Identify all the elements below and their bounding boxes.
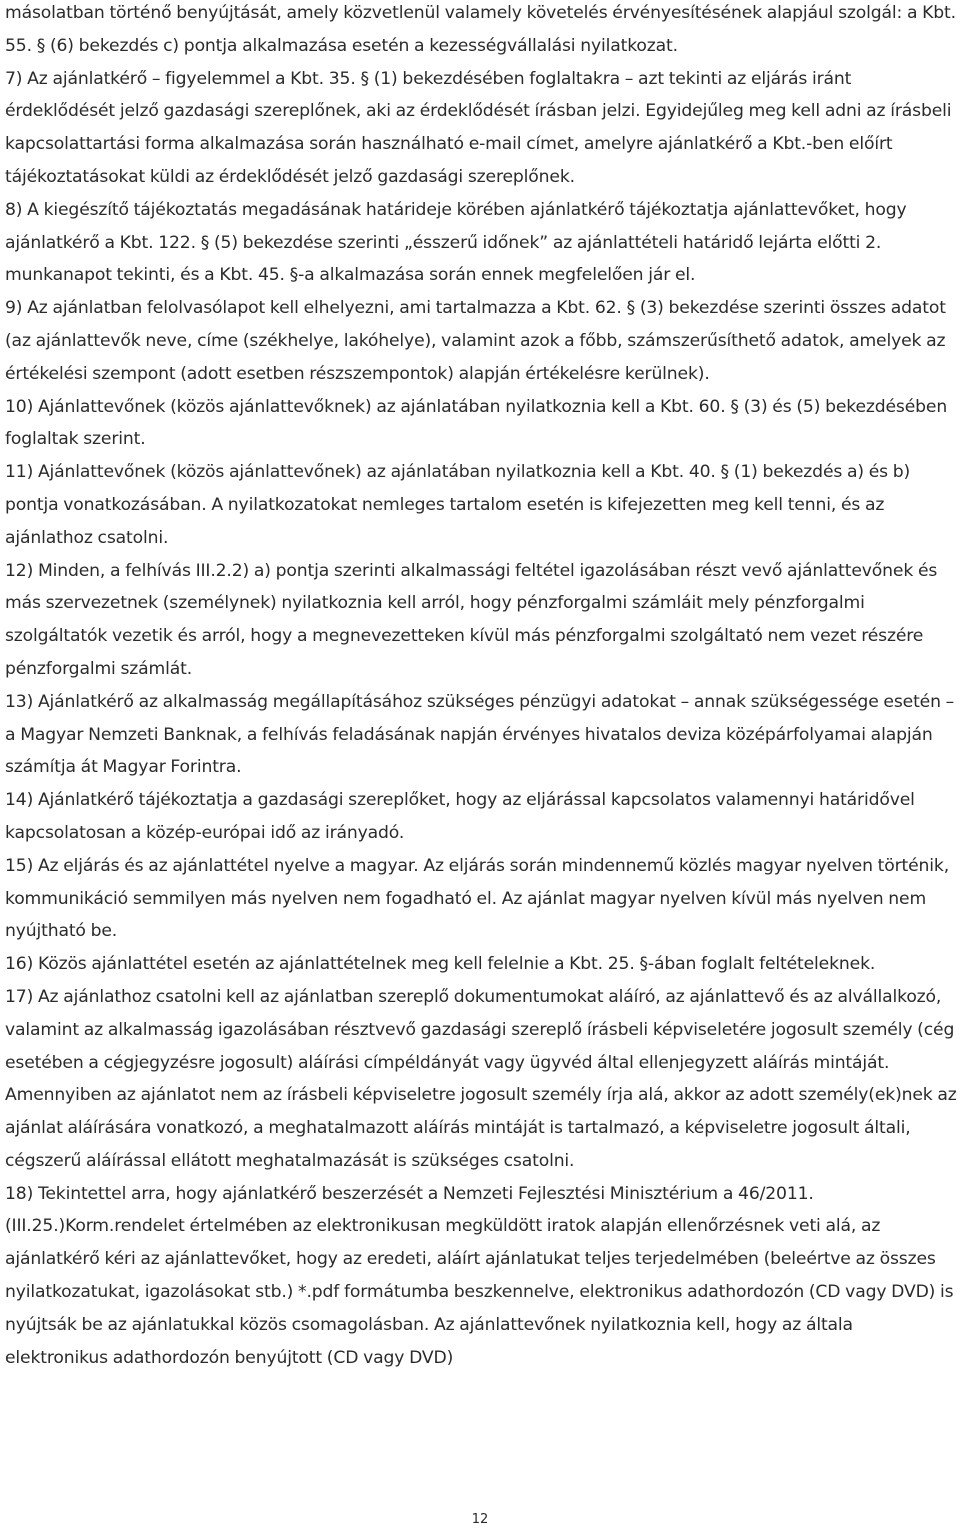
paragraph-item-11: 11) Ajánlattevőnek (közös ajánlattevőnek) az ajánlatában nyilatkoznia kell a Kbt. 40. § (1) bekezdés a) és b) pontja vonatkozásában. A nyilatkozatokat nemleges tartalom esetén is kifejezetten meg kell tenni, és az ajánlathoz csatolni. bbox=[5, 462, 911, 548]
paragraph-continuation: másolatban történő benyújtását, amely közvetlenül valamely követelés érvényesítésének alapjául szolgál: a Kbt. 55. § (6) bekezdés c) pontja alkalmazása esetén a kezességvállalási nyilatkozat. bbox=[5, 3, 956, 56]
paragraph-item-15: 15) Az eljárás és az ajánlattétel nyelve a magyar. Az eljárás során mindennemű közlés magyar nyelven történik, kommunikáció semmilyen más nyelven nem fogadható el. Az ajánlat magyar nyelven kívül más nyelven nem nyújtható be. bbox=[5, 855, 950, 942]
paragraph-item-17: 17) Az ajánlathoz csatolni kell az ajánlatban szereplő dokumentumokat aláíró, az ajánlattevő és az alvállalkozó, valamint az alkalmasság igazolásában résztvevő gazdasági szereplő írásbeli képviseletére jogosult személy (cég esetében a cégjegyzésre jogosult) aláírási címpéldányát vagy ügyvéd által ellenjegyzett aláírás mintáját. Amennyiben az ajánlatot nem az írásbeli képviseletre jogosult személy írja alá, akkor az adott személy(ek)nek az ajánlat aláírására vonatkozó, a meghatalmazott aláírás mintáját is tartalmazó, a képviseletre jogosult általi, cégszerű aláírással ellátott meghatalmazását is szükséges csatolni. bbox=[5, 986, 957, 1171]
paragraph-item-14: 14) Ajánlatkérő tájékoztatja a gazdasági szereplőket, hogy az eljárással kapcsolatos valamennyi határidővel kapcsolatosan a közép-európai idő az irányadó. bbox=[5, 790, 915, 843]
paragraph-item-9: 9) Az ajánlatban felolvasólapot kell elhelyezni, ami tartalmazza a Kbt. 62. § (3) bekezdése szerinti összes adatot (az ajánlattevők neve, címe (székhelye, lakóhelye), valamint azok a főbb, számszerűsíthető adatok, amelyek az értékelési szempont (adott esetben részszempontok) alapján értékelésre kerülnek). bbox=[5, 298, 946, 384]
paragraph-item-16: 16) Közös ajánlattétel esetén az ajánlattételnek meg kell felelnie a Kbt. 25. §-ában foglalt feltételeknek. bbox=[5, 954, 876, 975]
page-number: 12 bbox=[471, 1512, 489, 1527]
paragraph-item-8: 8) A kiegészítő tájékoztatás megadásának határideje körében ajánlatkérő tájékoztatja ajánlattevőket, hogy ajánlatkérő a Kbt. 122. § (5) bekezdése szerinti „ésszerű időnek” az ajánlattételi határidő lejárta előtti 2. munkanapot tekinti, és a Kbt. 45. §-a alkalmazása során ennek megfelelően jár el. bbox=[5, 199, 907, 286]
paragraph-item-13: 13) Ajánlatkérő az alkalmasság megállapításához szükséges pénzügyi adatokat – annak szükségessége esetén – a Magyar Nemzeti Banknak, a felhívás feladásának napján érvényes hivatalos deviza középárfolyamai alapján számítja át Magyar Forintra. bbox=[5, 691, 955, 778]
document-page bbox=[5, 0, 957, 1374]
paragraph-item-12: 12) Minden, a felhívás III.2.2) a) pontja szerinti alkalmassági feltétel igazolásában részt vevő ajánlattevőnek és más szervezetnek (személynek) nyilatkoznia kell arról, hogy pénzforgalmi számláit mely pénzforgalmi szolgáltatók vezetik és arról, hogy a megnevezetteken kívül más pénzforgalmi szolgáltató nem vezet részére pénzforgalmi számlát. bbox=[5, 560, 938, 679]
paragraph-item-18: 18) Tekintettel arra, hogy ajánlatkérő beszerzését a Nemzeti Fejlesztési Minisztérium a 46/2011. (III.25.)Korm.rendelet értelmében az elektronikusan megküldött iratok alapján ellenőrzésnek veti alá, az ajánlatkérő kéri az ajánlattevőket, hogy az eredeti, aláírt ajánlatukat teljes terjedelmében (beleértve az összes nyilatkozatukat, igazolásokat stb.) *.pdf formátumba beszkennelve, elektronikus adathordozón (CD vagy DVD) is nyújtsák be az ajánlatukkal közös csomagolásban. Az ajánlattevőnek nyilatkoznia kell, hogy az általa elektronikus adathordozón benyújtott (CD vagy DVD) bbox=[5, 1183, 954, 1368]
paragraph-item-10: 10) Ajánlattevőnek (közös ajánlattevőknek) az ajánlatában nyilatkoznia kell a Kbt. 60. § (3) és (5) bekezdésében foglaltak szerint. bbox=[5, 396, 948, 450]
paragraph-item-7: 7) Az ajánlatkérő – figyelemmel a Kbt. 35. § (1) bekezdésében foglaltakra – azt tekinti az eljárás iránt érdeklődését jelző gazdasági szereplőnek, aki az érdeklődését írásban jelzi. Egyidejűleg meg kell adni az írásbeli kapcsolattartási forma alkalmazása során használható e-mail címet, amelyre ajánlatkérő a Kbt.-ben előírt tájékoztatásokat küldi az érdeklődését jelző gazdasági szereplőnek. bbox=[5, 68, 952, 187]
